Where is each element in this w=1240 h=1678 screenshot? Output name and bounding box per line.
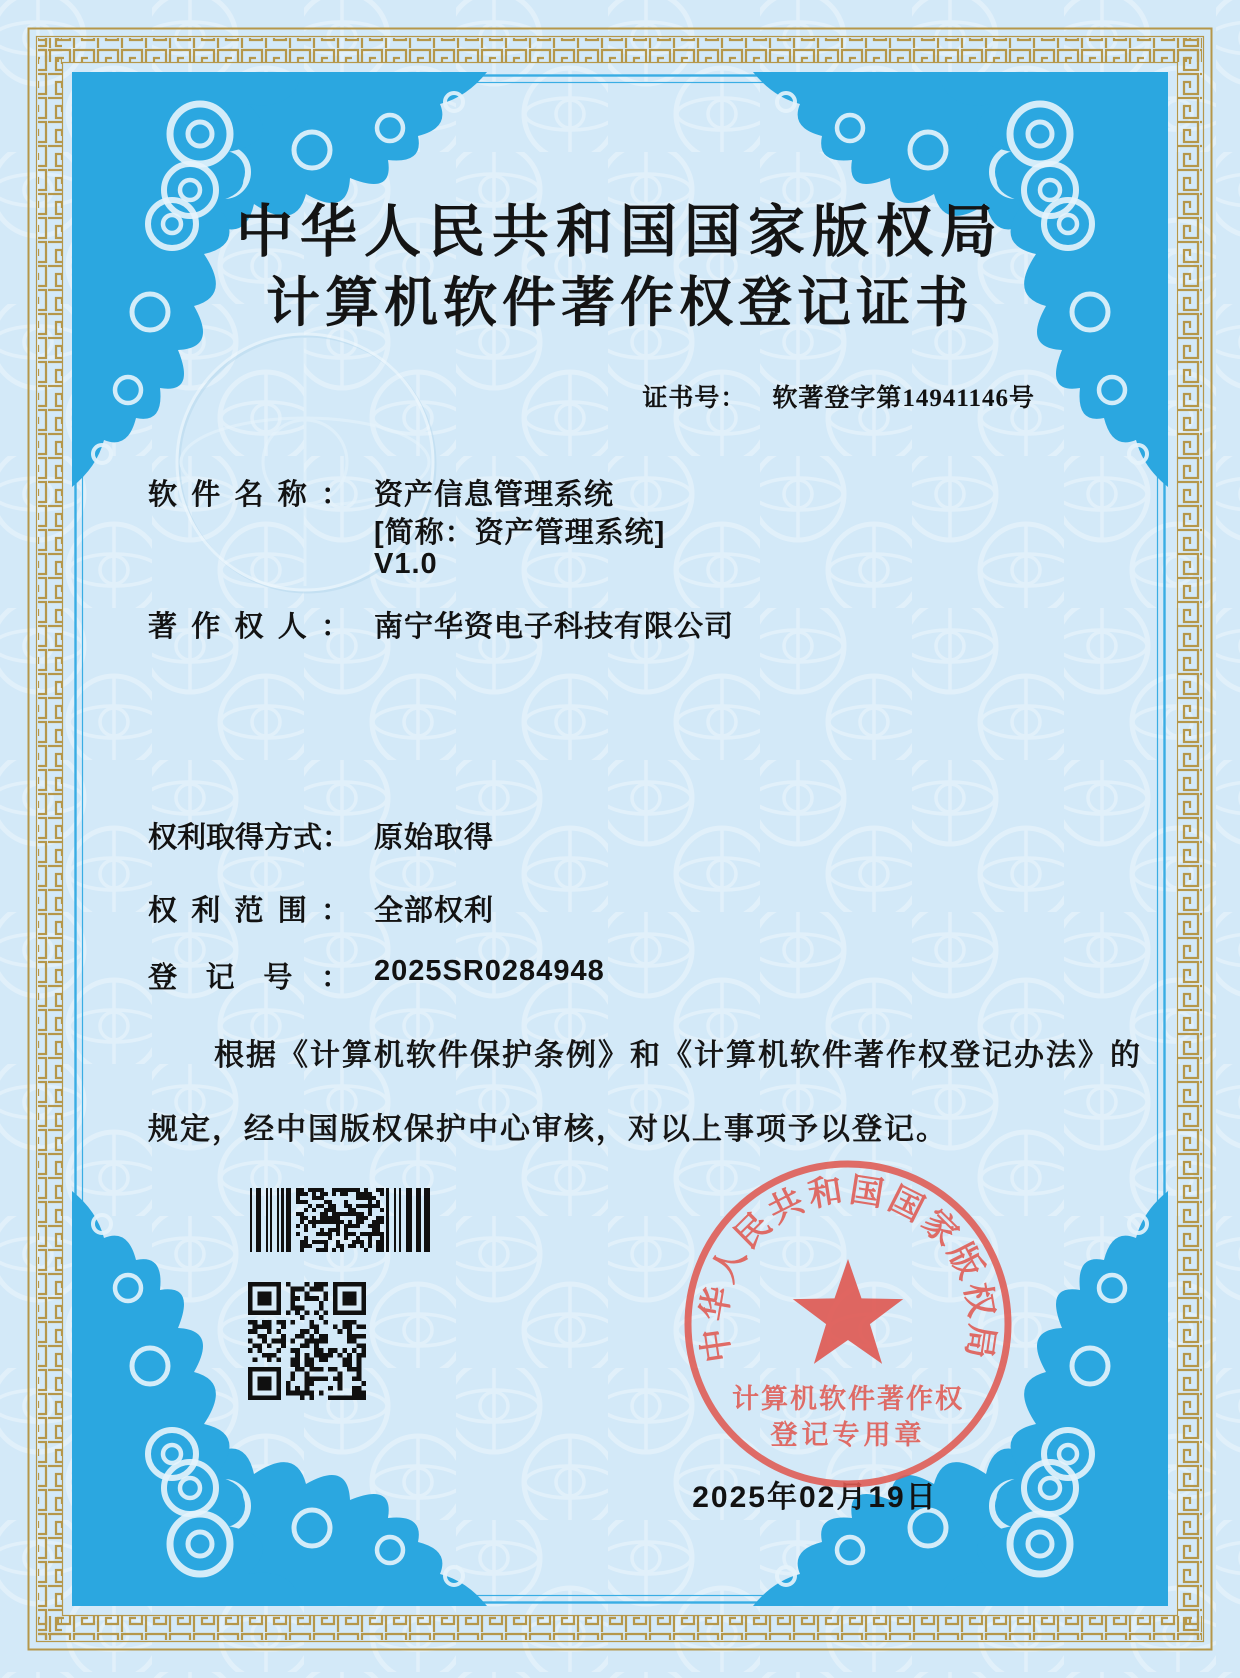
official-seal	[676, 1152, 1020, 1496]
copyright-owner-label: 著作权人：	[148, 611, 350, 643]
rights-scope-row	[148, 888, 494, 929]
software-name-value: 资产信息管理系统	[374, 479, 615, 511]
issue-date: 2025年02月19日	[692, 1481, 938, 1514]
qr-code	[248, 1282, 366, 1400]
certificate-title-line2: 计算机软件著作权登记证书	[266, 273, 974, 333]
seal-text-line2: 登记专用章	[770, 1420, 926, 1450]
seal-text-line1: 计算机软件著作权	[732, 1384, 964, 1414]
certificate-number-value: 软著登字第14941146号	[772, 385, 1035, 412]
body-text-line1: 根据《计算机软件保护条例》和《计算机软件著作权登记办法》的	[214, 1039, 1142, 1072]
barcode	[250, 1188, 430, 1252]
rights-scope-value: 全部权利	[374, 895, 495, 927]
certificate-number-label: 证书号：	[642, 385, 747, 412]
seal-star-icon	[793, 1259, 903, 1364]
acquisition-method-row	[148, 815, 494, 856]
acquisition-method-value: 原始取得	[374, 822, 495, 854]
software-name-label: 软件名称：	[148, 479, 350, 511]
registration-number-label: 登记号：	[148, 962, 350, 994]
software-short-name: [简称：资产管理系统]	[374, 517, 666, 549]
acquisition-method-label: 权利取得方式：	[148, 822, 352, 854]
software-name-row	[148, 472, 614, 513]
copyright-owner-value: 南宁华资电子科技有限公司	[374, 611, 735, 643]
registration-number-value: 2025SR0284948	[374, 955, 605, 987]
registration-number-row	[148, 955, 605, 996]
seal-arc-text: 中华人民共和国国家版权局	[694, 1170, 1002, 1365]
copyright-owner-row	[148, 604, 734, 645]
body-text-line2: 规定，经中国版权保护中心审核，对以上事项予以登记。	[148, 1113, 948, 1146]
certificate-title-line1: 中华人民共和国国家版权局	[236, 201, 1004, 264]
rights-scope-label: 权利范围：	[148, 895, 350, 927]
certificate-number-row	[642, 378, 1035, 414]
software-version: V1.0	[374, 548, 438, 580]
